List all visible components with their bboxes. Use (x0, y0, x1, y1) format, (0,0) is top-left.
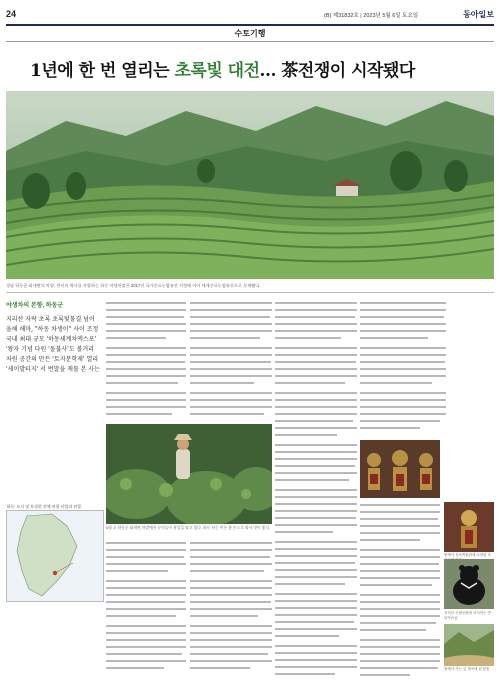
tea-picking-photo (106, 424, 272, 524)
headline-part-1: 1년에 한 번 열리는 (30, 61, 175, 81)
subhead-label: 야생차의 본향, 하동군 (6, 303, 64, 309)
photo-caption: 쌍계사 가는 길 계곡에 핀 봄꽃. (444, 667, 491, 671)
section-rule (6, 41, 494, 42)
tea-photo-caption: 5월 초 하동군 화개면 차밭에서 농민들이 찻잎을 따고 있다. 하동 차는 이른 봄 손으로 따서 맛이 좋다. (106, 526, 271, 530)
subhead-line: '왕자 기념 다원 '돌불사'도 볼거리 (6, 346, 94, 353)
subhead-line: '세이발티지' 서 번말을 재물 본 사는 (6, 366, 100, 373)
page-number: 24 (6, 9, 17, 19)
photo-caption: 경남 하동군 화개면의 차밭. 천년의 역사를 자랑하는 하동 야생차밭은 2017년 국가중요농업유산 지정에 이어 세계중요농업유산으로 등재됐다. (6, 283, 261, 288)
photo-caption: 지리산 국립공원에 서식하는 반달가슴곰. (444, 611, 491, 620)
subheadline-block (6, 300, 101, 375)
temple-painting-photo (360, 440, 440, 498)
header-rule (6, 24, 494, 26)
subhead-line: 차원 공간의 만든 '토지문학제' 열리 (6, 356, 99, 363)
article-column (190, 300, 272, 420)
map-caption: '하동' 도시 및 보성편 전체 관광 산업과 관할. (6, 504, 83, 509)
subhead-line: 올해 해마, "하동 차생이" 사이 조정 (6, 326, 99, 333)
photo-caption: 쌍계사 성보박물관에 소장된 조 (444, 553, 491, 557)
date-line: (B) 제31832호 | 2023년 5월 6일 토요일 (324, 13, 419, 19)
page-header (6, 9, 494, 23)
locator-map (6, 510, 104, 602)
article-column (275, 300, 357, 680)
article-headline (30, 56, 490, 82)
headline-part-2: 초록빛 대전 (174, 61, 260, 81)
main-photo-tea-field (6, 91, 494, 279)
headline-part-3: … 茶전쟁이 시작됐다 (259, 61, 415, 81)
buddhist-painting-photo (444, 502, 494, 552)
photo-rule (6, 292, 494, 293)
article-column (190, 540, 272, 680)
subhead-line: 지리산 자락 초록 초록빛물결 넘어 (6, 316, 95, 323)
subhead-line: 국내 최대 규모 '하동세계차엑스포' (6, 336, 97, 343)
section-name: 수토기행 (234, 29, 266, 38)
article-column (360, 502, 440, 682)
article-column (106, 300, 186, 420)
valley-photo (444, 624, 494, 666)
article-column (106, 540, 186, 680)
newspaper-brand: 동아일보 (463, 10, 494, 19)
black-bear-photo (444, 559, 494, 609)
